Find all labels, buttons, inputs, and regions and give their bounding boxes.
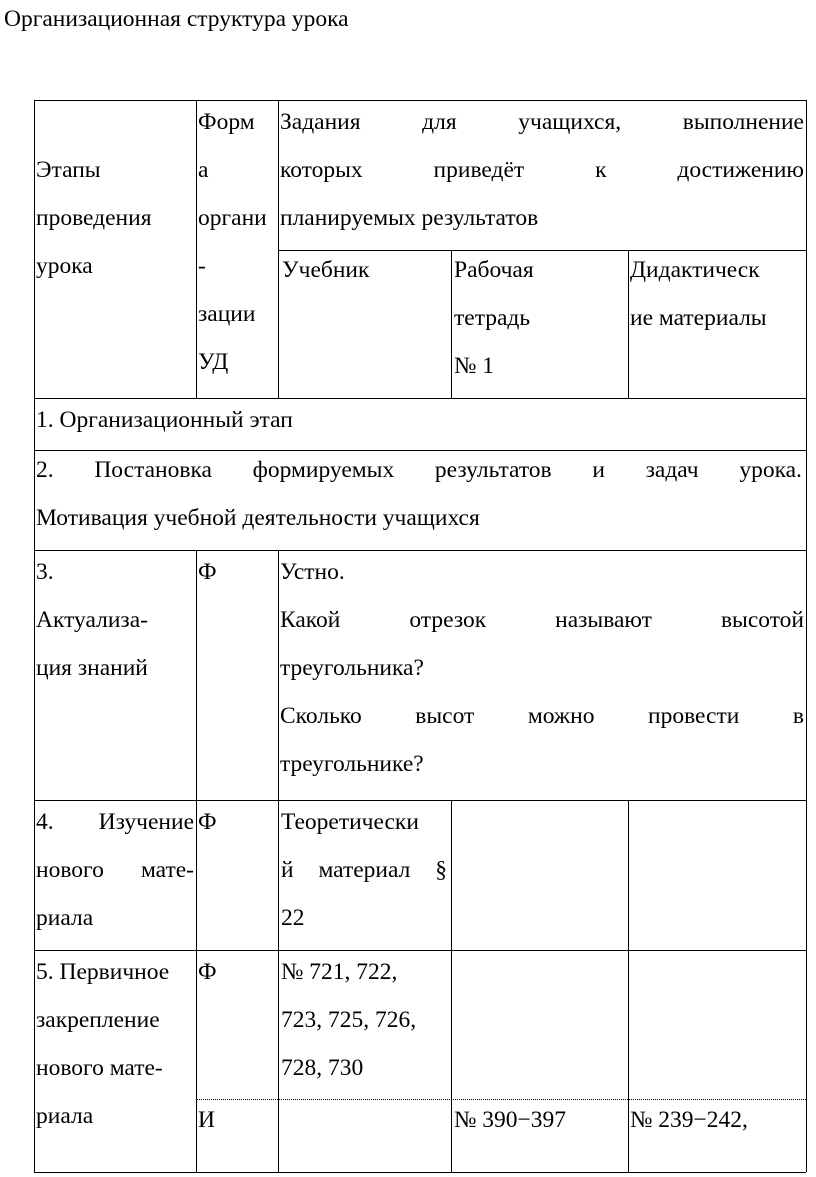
row-goal-setting-line: Мотивация учебной деятельности учащихся: [36, 505, 480, 531]
row4-stage: 4. Изучение нового мате- риала: [36, 798, 194, 942]
row5-form-individual: И: [198, 1107, 215, 1133]
page-title: Организационная структура урока: [4, 6, 349, 32]
col-divider-textbook-workbook: [451, 800, 452, 1172]
header-form-line: зации: [198, 301, 256, 327]
header-workbook: Рабочая тетрадь № 1: [454, 257, 534, 379]
col-divider-workbook-didactic: [628, 250, 629, 398]
header-form: [198, 98, 267, 386]
row-goal-setting: [36, 446, 802, 542]
row3-form: Ф: [198, 559, 217, 585]
row4-stage-line: 4. Изучение: [36, 809, 194, 835]
col-divider-textbook-workbook: [451, 250, 452, 398]
header-stages-line: урока: [36, 253, 93, 279]
header-tasks-line: планируемых результатов: [280, 205, 539, 231]
row4-form: Ф: [198, 809, 217, 835]
row5-textbook: № 721, 722, 723, 725, 726, 728, 730: [281, 959, 417, 1081]
row3-task-line: Сколько высот можно провести в: [280, 703, 804, 729]
header-form-line: -: [198, 253, 206, 279]
table-border-left: [34, 100, 35, 1172]
row5-workbook: № 390−397: [454, 1107, 567, 1133]
row-organizational-stage: 1. Организационный этап: [36, 407, 293, 433]
header-form-line: Форм: [198, 109, 255, 135]
col-divider-workbook-didactic: [628, 800, 629, 1172]
row3-stage: 3. Актуализа- ция знаний: [36, 559, 148, 681]
col-divider-stage-form: [196, 550, 197, 1172]
header-form-line: а: [198, 157, 209, 183]
col-divider-form-tasks: [278, 550, 279, 1172]
row5-stage: 5. Первичное закрепление нового мате- риала: [36, 959, 170, 1129]
header-tasks-line: которых приведёт к достижению: [280, 157, 804, 183]
header-tasks: [280, 98, 804, 242]
header-didactic: Дидактическ ие материалы: [630, 257, 767, 331]
table-border-right: [806, 100, 807, 1172]
header-form-line: УД: [198, 349, 229, 375]
col-divider-form-tasks: [278, 100, 279, 398]
row4-textbook-line: й материал §: [281, 857, 447, 883]
row4-stage-line: нового мате-: [36, 857, 194, 883]
header-textbook: Учебник: [282, 257, 370, 283]
header-stages-line: Этапы: [36, 157, 101, 183]
row5-form-frontal: Ф: [198, 959, 217, 985]
row4-textbook: Теоретически й материал § 22: [281, 809, 447, 931]
header-form-line: органи: [198, 205, 267, 231]
row3-tasks: Устно. Какой отрезок называют высотой треугольника? Сколько высот можно провести в треугольнике?: [280, 559, 804, 777]
header-stages: [36, 146, 152, 290]
header-tasks-line: Задания для учащихся, выполнение: [280, 109, 804, 135]
col-divider-stage-form: [196, 100, 197, 398]
header-stages-line: проведения: [36, 205, 152, 231]
row-goal-setting-line: 2. Постановка формируемых результатов и задач урока.: [36, 457, 802, 483]
row5-didactic: № 239−242,: [630, 1107, 748, 1133]
table-border-bottom: [34, 1172, 806, 1173]
row3-task-line: Какой отрезок называют высотой: [280, 607, 804, 633]
